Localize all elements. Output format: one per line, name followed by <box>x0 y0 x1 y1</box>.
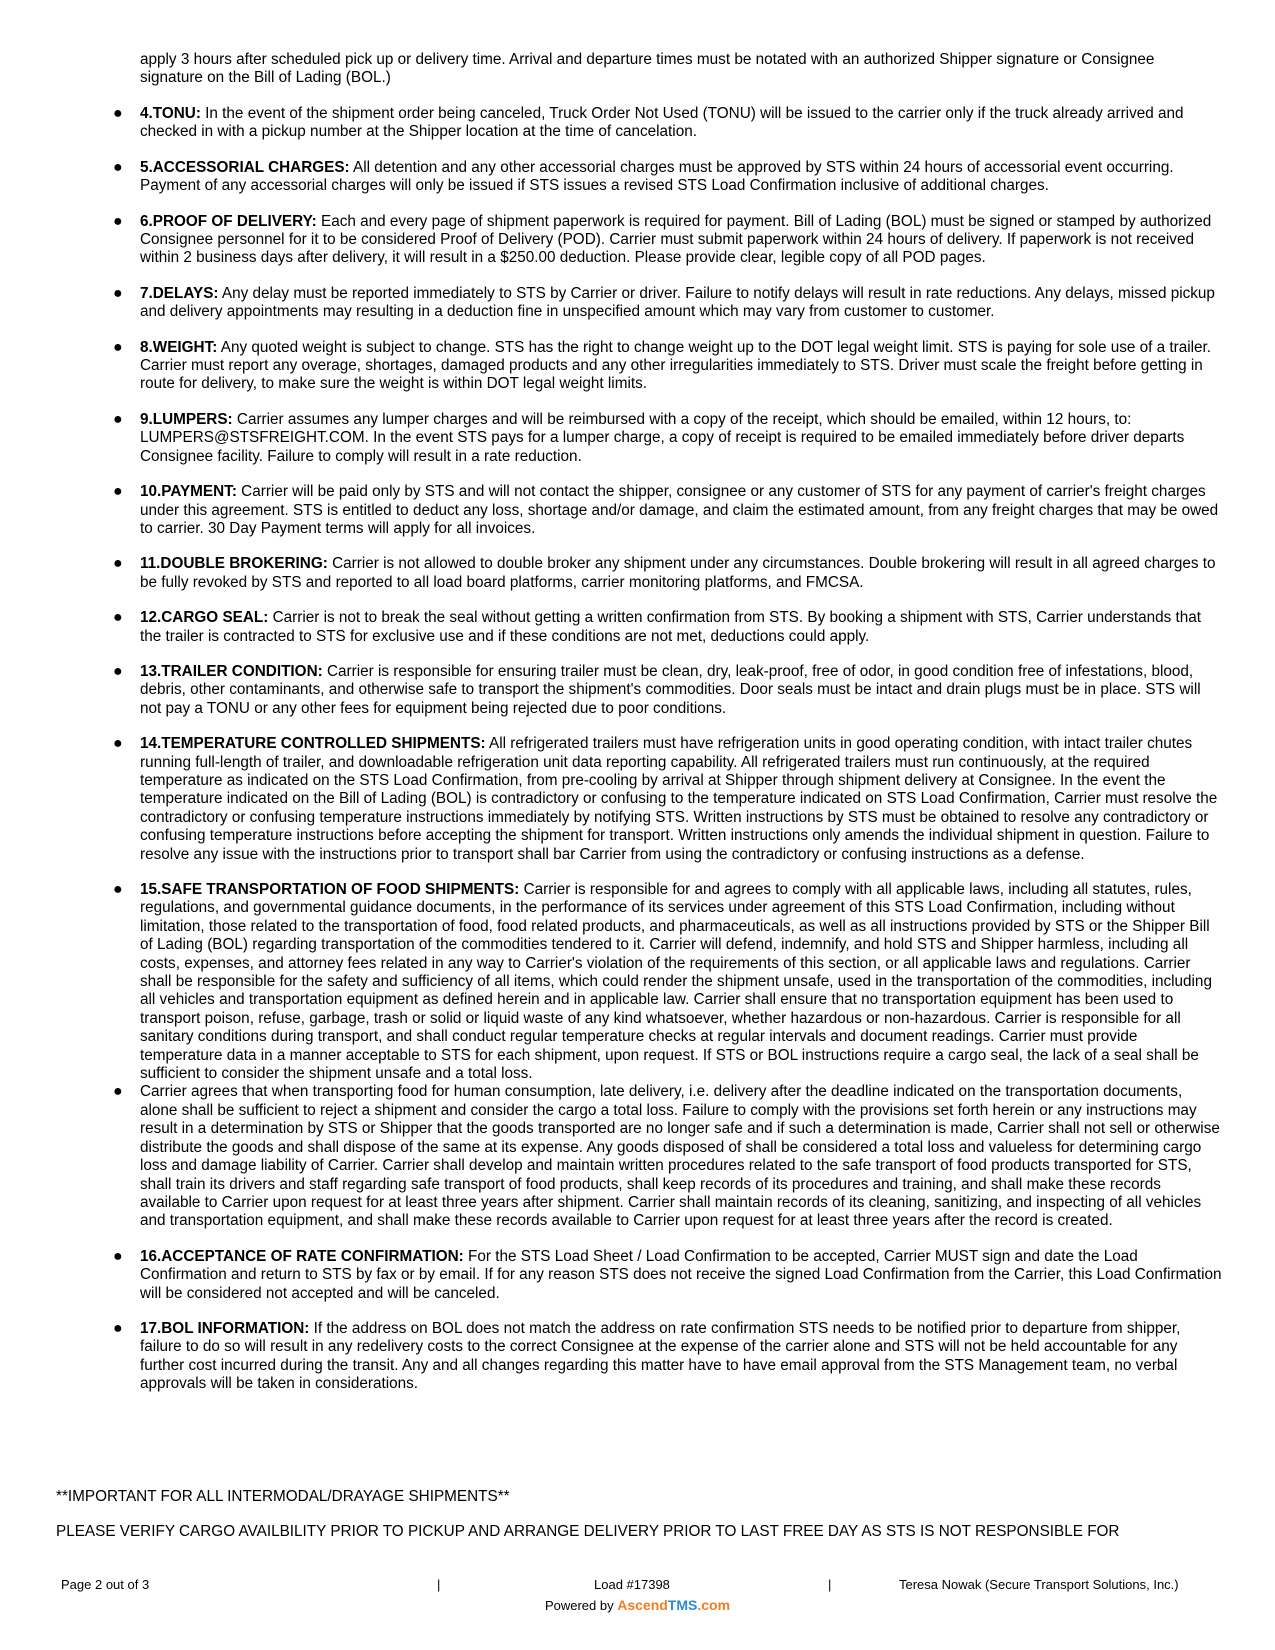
term-text: Carrier assumes any lumper charges and will be reimbursed with a copy of the receipt, which should be emailed, within 12 hours, to: LUMPERS@STSFREIGHT.COM. In the event STS pays for a lumper charge, a copy of receipt is required to be emailed immediately before driver departs Consignee facility. Failure to comply will result in a rate reduction. <box>140 410 1185 465</box>
term-text: If the address on BOL does not match the address on rate confirmation STS needs to be notified prior to departure from shipper, failure to do so will result in any redelivery costs to the correct Consignee at the expense of the carrier alone and STS will not be held accountable for any further cost incurred during the transit. Any and all changes regarding this matter have to have email approval from the STS Management team, no verbal approvals will be taken in considerations. <box>140 1319 1181 1393</box>
bullet-icon: ● <box>113 483 123 501</box>
term-item <box>113 284 1222 322</box>
bullet-icon: ● <box>113 410 123 428</box>
term-text: Carrier is responsible for ensuring trailer must be clean, dry, leak-proof, free of odor, in good condition free of infestations, blood, debris, other contaminants, and otherwise safe to transport the shipment's commodities. Door seals must be intact and drain plugs must be in place. STS will not pay a TONU or any other fees for equipment being rejected due to poor conditions. <box>140 662 1201 717</box>
term-title: 9.LUMPERS: <box>140 410 233 428</box>
term-item <box>113 881 1222 1083</box>
term-text: Any quoted weight is subject to change. STS has the right to change weight up to the DOT legal weight limit. STS is paying for sole use of a trailer. Carrier must report any overage, shortages, damaged products and any other irregularities immediately to STS. Driver must scale the freight before getting in route for delivery, to make sure the weight is within DOT legal weight limits. <box>140 338 1212 393</box>
term-title: 14.TEMPERATURE CONTROLLED SHIPMENTS: <box>140 735 486 753</box>
term-title: 15.SAFE TRANSPORTATION OF FOOD SHIPMENTS: <box>140 881 520 898</box>
term-title: 13.TRAILER CONDITION: <box>140 662 323 680</box>
term-text: All detention and any other accessorial charges must be approved by STS within 24 hours of accessorial event occurring. Payment of any accessorial charges will only be issued if STS issues a revised STS Load Confirmation inclusive of additional charges. <box>140 158 1174 195</box>
term-title: 4.TONU: <box>140 105 201 122</box>
bullet-icon: ● <box>113 555 123 573</box>
ascendtms-logo[interactable] <box>617 1597 730 1613</box>
brand-ascend: Ascend <box>617 1597 668 1613</box>
term-title: 16.ACCEPTANCE OF RATE CONFIRMATION: <box>140 1247 464 1265</box>
term-text: Carrier agrees that when transporting food for human consumption, late delivery, i.e. delivery after the deadline indicated on the transportation documents, alone shall be sufficient to reject a shipment and consider the cargo a total loss. Failure to comply with the provisions set forth herein or any instructions may result in a determination by STS or Shipper that the goods transported are no longer safe and if such a determination is made, Carrier shall not sell or otherwise distribute the goods and shall dispose of the same at its expense. Any goods disposed of shall be considered a total loss and valueless for determining cargo loss and damage liability of Carrier. Carrier shall develop and maintain written procedures related to the safe transport of food products transported for STS, shall train its drivers and staff regarding safe transport of food products, shall keep records of its procedures and training, and shall make these records available to Carrier upon request for at least three years after shipment. Carrier shall maintain records of its cleaning, sanitizing, and inspecting of all vehicles and transportation equipment, and shall make these records available to Carrier upon request for at least three years after the record is created. <box>140 1083 1220 1230</box>
bullet-icon: ● <box>113 1083 123 1101</box>
term-title: 17.BOL INFORMATION: <box>140 1319 310 1337</box>
footer-user: Teresa Nowak (Secure Transport Solutions, Inc.) <box>899 1577 1179 1592</box>
term-title: 6.PROOF OF DELIVERY: <box>140 212 317 230</box>
term-item <box>113 662 1222 718</box>
term-item <box>113 1083 1222 1230</box>
term-title: 8.WEIGHT: <box>140 338 218 356</box>
term-item <box>113 105 1222 142</box>
term-text: Carrier will be paid only by STS and will not contact the shipper, consignee or any customer of STS for any payment of carrier's freight charges under this agreement. STS is entitled to deduct any loss, shortage and/or damage, and claim the estimated amount, from any freight charges that may be owed to carrier. 30 Day Payment terms will apply for all invoices. <box>140 483 1219 537</box>
bullet-icon: ● <box>113 338 123 356</box>
intro-paragraph: apply 3 hours after scheduled pick up or delivery time. Arrival and departure times must be notated with an authorized Shipper signature or Consignee signature on the Bill of Lading (BOL.) <box>140 51 1155 87</box>
term-title: 11.DOUBLE BROKERING: <box>140 555 328 573</box>
bullet-icon: ● <box>113 212 123 230</box>
load-number: Load #17398 <box>594 1577 670 1592</box>
powered-by <box>0 1597 1275 1613</box>
term-title: 5.ACCESSORIAL CHARGES: <box>140 158 350 176</box>
brand-tms: TMS <box>667 1597 698 1613</box>
page-number: Page 2 out of 3 <box>61 1577 150 1592</box>
term-text: Carrier is responsible for and agrees to comply with all applicable laws, including all statutes, rules, regulations, and governmental guidance documents, in the performance of its services under agreement of this STS Load Confirmation, including without limitation, those related to the transportation of food, food related products, and pharmaceuticals, as well as all instructions provided by STS or the Shipper Bill of Lading (BOL) regarding transportation of the commodities tendered to it. Carrier will defend, indemnify, and hold STS and Shipper harmless, including all costs, expenses, and attorney fees related in any way to Carrier's violation of the requirements of this section, or all applicable laws and regulations. Carrier shall be responsible for the safety and sufficiency of all items, which could render the shipment unsafe, used in the transportation of the commodities, including all vehicles and transportation equipment as defined herein and in applicable law. Carrier shall ensure that no transportation equipment has been used to transport poison, refuse, garbage, trash or solid or liquid waste of any kind whatsoever, whether hazardous or non-hazardous. Carrier is responsible for all sanitary conditions during transport, and shall conduct regular temperature checks at regular intervals and document readings. Carrier must provide temperature data in a manner acceptable to STS for each shipment, upon request. If STS or BOL instructions require a cargo seal, the lack of a seal shall be sufficient to consider the shipment unsafe and a total loss. <box>140 881 1212 1083</box>
term-item <box>113 338 1222 394</box>
term-title: 12.CARGO SEAL: <box>140 609 269 627</box>
term-text: Carrier is not allowed to double broker any shipment under any circumstances. Double brokering will result in all agreed charges to be fully revoked by STS and reported to all load board platforms, carrier monitoring platforms, and FMCSA. <box>140 555 1216 591</box>
term-text: In the event of the shipment order being canceled, Truck Order Not Used (TONU) will be issued to the carrier only if the truck already arrived and checked in with a pickup number at the Shipper location at the time of cancelation. <box>140 105 1184 141</box>
term-item <box>113 212 1222 268</box>
bullet-icon: ● <box>113 158 123 176</box>
term-item <box>113 555 1222 592</box>
term-item <box>113 735 1222 864</box>
term-text: Each and every page of shipment paperwork is required for payment. Bill of Lading (BOL) must be signed or stamped by authorized Consignee personnel for it to be considered Proof of Delivery (POD). Carrier must submit paperwork within 24 hours of delivery. If paperwork is not received within 2 business days after delivery, it will result in a $250.00 deduction. Please provide clear, legible copy of all POD pages. <box>140 212 1212 267</box>
term-item <box>113 410 1222 466</box>
term-title: 7.DELAYS: <box>140 284 219 302</box>
term-item <box>113 483 1222 538</box>
bullet-icon: ● <box>113 1247 123 1265</box>
term-item <box>113 1247 1222 1303</box>
bullet-icon: ● <box>113 735 123 753</box>
powered-by-label: Powered by <box>544 1598 618 1613</box>
term-text: All refrigerated trailers must have refrigeration units in good operating condition, with intact trailer chutes running full-length of trailer, and downloadable refrigeration unit data reporting capability. All refrigerated trailers must run continuously, at the required temperature as indicated on the STS Load Confirmation, from pre-cooling by arrival at Shipper through shipment delivery at Consignee. In the event the temperature indicated on the Bill of Lading (BOL) is contradictory or confusing to the temperature indicated on STS Load Confirmation, Carrier must resolve the contradictory or confusing temperature instructions immediately by notifying STS. Written instructions by STS must be obtained to resolve any contradictory or confusing temperature instructions before accepting the shipment for transport. Written instructions only amends the individual shipment in question. Failure to resolve any issue with the instructions prior to transport shall bar Carrier from using the contradictory or confusing instructions as a defense. <box>140 735 1218 863</box>
bullet-icon: ● <box>113 1319 123 1337</box>
term-title: 10.PAYMENT: <box>140 483 237 501</box>
verify-cargo-notice: PLEASE VERIFY CARGO AVAILBILITY PRIOR TO PICKUP AND ARRANGE DELIVERY PRIOR TO LAST FREE DAY AS STS IS NOT RESPONSIBLE FOR <box>56 1523 1120 1540</box>
footer-separator: | <box>828 1577 832 1592</box>
bullet-icon: ● <box>113 609 123 627</box>
term-text: Carrier is not to break the seal without getting a written confirmation from STS. By booking a shipment with STS, Carrier understands that the trailer is contracted to STS for exclusive use and if these conditions are not met, deductions could apply. <box>140 609 1202 645</box>
term-text: For the STS Load Sheet / Load Confirmation to be accepted, Carrier MUST sign and date the Load Confirmation and return to STS by fax or by email. If for any reason STS does not receive the signed Load Confirmation from the Carrier, this Load Confirmation will be considered not accepted and will be canceled. <box>140 1247 1222 1302</box>
term-text: Any delay must be reported immediately to STS by Carrier or driver. Failure to notify delays will result in rate reductions. Any delays, missed pickup and delivery appointments may resulting in a deduction fine in unspecified amount which may vary from customer to customer. <box>140 284 1215 321</box>
bullet-icon: ● <box>113 284 123 302</box>
bullet-icon: ● <box>113 662 123 680</box>
footer-separator: | <box>437 1577 441 1592</box>
term-item <box>113 609 1222 646</box>
bullet-icon: ● <box>113 105 123 122</box>
terms-list <box>113 105 1222 1411</box>
brand-com: .com <box>697 1597 731 1613</box>
intermodal-heading: **IMPORTANT FOR ALL INTERMODAL/DRAYAGE SHIPMENTS** <box>56 1488 510 1505</box>
bullet-icon: ● <box>113 881 123 898</box>
term-item <box>113 1319 1222 1394</box>
term-item <box>113 158 1222 196</box>
